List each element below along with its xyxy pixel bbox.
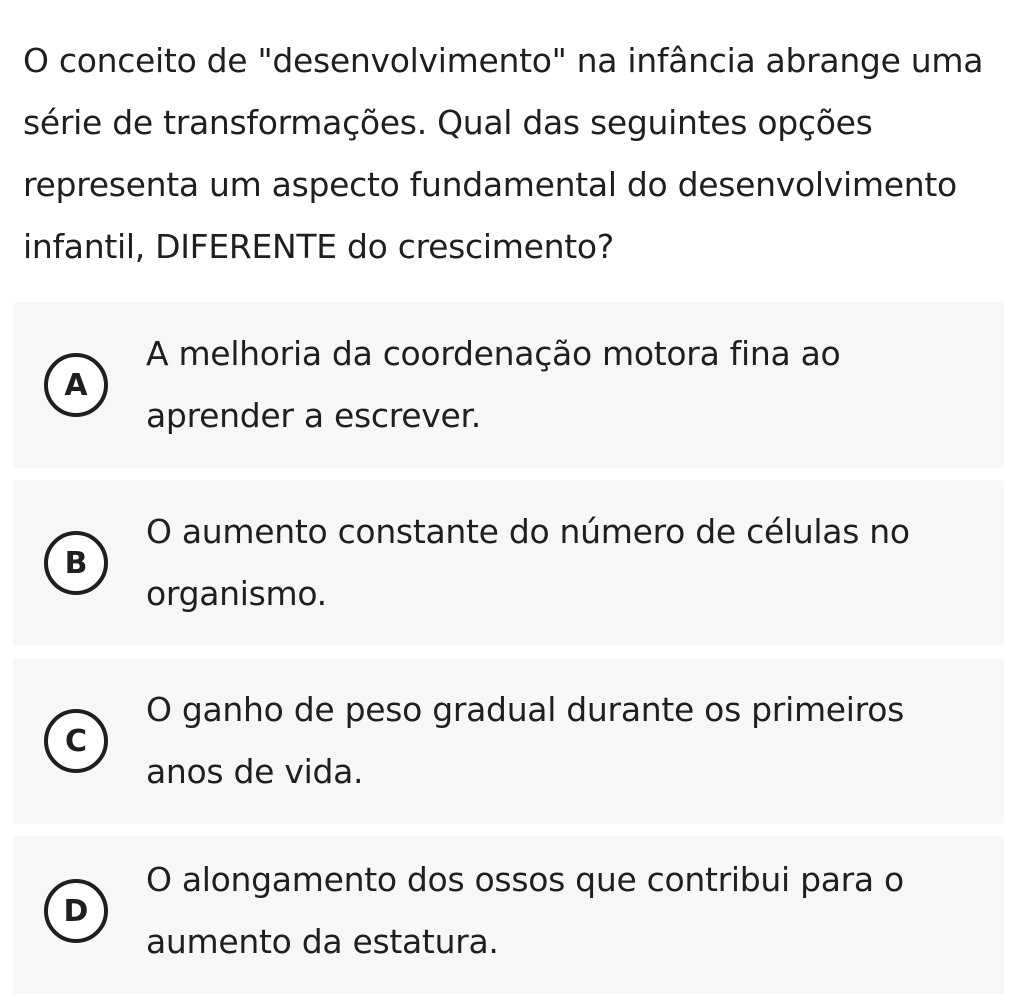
option-text: A melhoria da coordenação motora fina ao aprender a escrever. <box>146 334 841 435</box>
option-letter-badge: B <box>44 531 108 595</box>
option-d[interactable] <box>13 836 1004 994</box>
option-b[interactable] <box>13 480 1004 646</box>
option-letter-badge: C <box>44 709 108 773</box>
option-letter-badge: D <box>44 879 108 943</box>
option-text: O alongamento dos ossos que contribui para o aumento da estatura. <box>146 860 904 961</box>
answer-options <box>13 302 1004 994</box>
question-text: O conceito de "desenvolvimento" na infância abrange uma série de transformações. Qual das seguintes opções representa um aspecto fundamental do desenvolvimento infantil, DIFERENTE do crescimento? <box>23 41 984 266</box>
option-text: O aumento constante do número de células no organismo. <box>146 512 910 613</box>
option-letter-badge: A <box>44 353 108 417</box>
option-c[interactable] <box>13 658 1004 824</box>
option-a[interactable] <box>13 302 1004 468</box>
option-text: O ganho de peso gradual durante os primeiros anos de vida. <box>146 690 904 791</box>
